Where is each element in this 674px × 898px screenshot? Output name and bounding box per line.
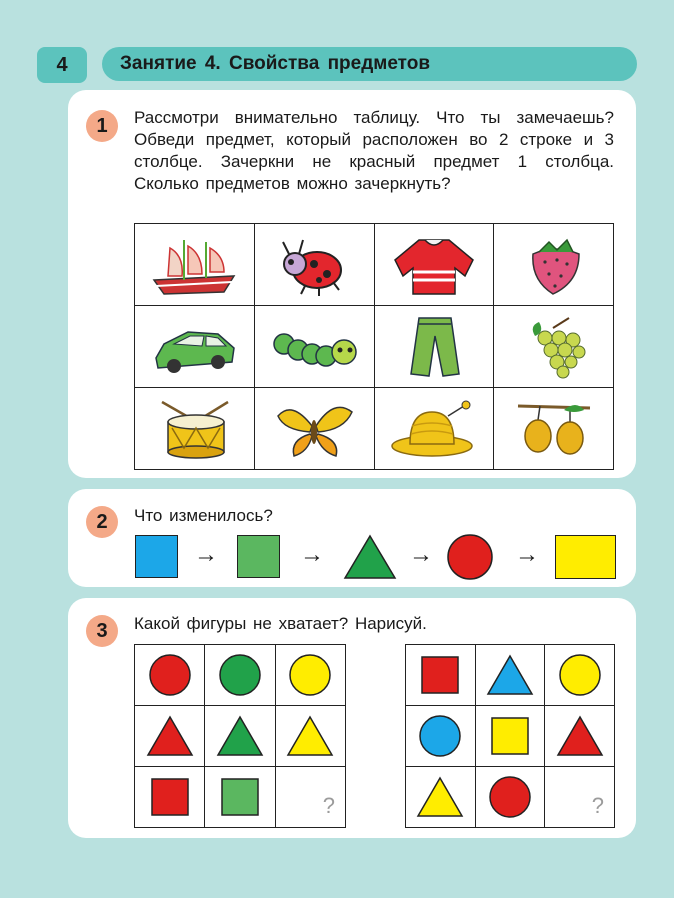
lesson-title: Занятие 4. Свойства предметов <box>102 47 637 81</box>
right-cell-1-2 <box>475 645 545 706</box>
green-circle <box>217 652 263 698</box>
yellow-square <box>490 716 530 756</box>
left-cell-2-3 <box>275 706 345 767</box>
cell-ship[interactable] <box>135 224 255 306</box>
right-cell-2-2 <box>475 706 545 767</box>
left-cell-1-3 <box>275 645 345 706</box>
cell-drum[interactable] <box>135 388 255 470</box>
left-cell-2-1 <box>135 706 205 767</box>
right-missing-cell[interactable] <box>545 767 615 828</box>
seq-red-circle <box>445 533 495 581</box>
seq-yellow-rectangle <box>555 535 616 579</box>
arrow-1: → <box>194 541 218 568</box>
task-2-text: Что изменилось? <box>134 506 273 525</box>
green-square <box>220 777 260 817</box>
cell-butterfly[interactable] <box>254 388 374 470</box>
plums-icon <box>504 396 604 462</box>
red-square <box>420 655 460 695</box>
red-circle <box>487 774 533 820</box>
right-cell-1-3 <box>545 645 615 706</box>
caterpillar-icon <box>264 314 364 380</box>
sweater-icon <box>389 232 479 298</box>
left-cell-1-1 <box>135 645 205 706</box>
seq-green-triangle <box>342 533 398 581</box>
ladybug-icon <box>269 232 359 298</box>
yellow-circle <box>557 652 603 698</box>
red-triangle <box>555 714 605 758</box>
butterfly-icon <box>264 396 364 462</box>
blue-triangle <box>485 653 535 697</box>
right-cell-3-2 <box>475 767 545 828</box>
grapes-icon <box>509 314 599 380</box>
red-triangle <box>145 714 195 758</box>
cell-strawberry[interactable] <box>494 224 614 306</box>
task-1-text: Рассмотри внимательно таблицу. Что ты замечаешь? Обведи предмет, который расположен во 2 строке и 3 столбце. Зачеркни не красный предмет 1 столбца. Сколько предметов можно зачеркнуть? <box>134 108 614 193</box>
question-mark: ? <box>322 793 335 818</box>
cell-trousers[interactable] <box>374 306 494 388</box>
hat-icon <box>384 396 484 462</box>
ship-icon <box>144 232 244 298</box>
right-cell-1-1 <box>406 645 476 706</box>
right-shape-grid <box>405 644 615 828</box>
left-cell-1-2 <box>205 645 275 706</box>
cell-ladybug[interactable] <box>254 224 374 306</box>
seq-blue-square <box>135 535 178 578</box>
seq-green-square <box>237 535 280 578</box>
cell-hat[interactable] <box>374 388 494 470</box>
task-3-text: Какой фигуры не хватает? Нарисуй. <box>134 614 427 633</box>
task-2-number: 2 <box>86 506 118 538</box>
yellow-triangle <box>285 714 335 758</box>
left-missing-cell[interactable] <box>275 767 345 828</box>
task-1-number: 1 <box>86 110 118 142</box>
cell-car[interactable] <box>135 306 255 388</box>
cell-sweater[interactable] <box>374 224 494 306</box>
question-mark: ? <box>591 793 604 818</box>
red-circle <box>147 652 193 698</box>
left-cell-3-2 <box>205 767 275 828</box>
strawberry-icon <box>509 232 599 298</box>
cell-plums[interactable] <box>494 388 614 470</box>
left-cell-2-2 <box>205 706 275 767</box>
left-shape-grid <box>134 644 346 828</box>
right-cell-2-3 <box>545 706 615 767</box>
drum-icon <box>144 396 244 462</box>
yellow-triangle <box>415 775 465 819</box>
trousers-icon <box>389 314 479 380</box>
car-icon <box>144 314 244 380</box>
green-triangle <box>215 714 265 758</box>
right-cell-2-1 <box>406 706 476 767</box>
cell-caterpillar[interactable] <box>254 306 374 388</box>
red-square <box>150 777 190 817</box>
arrow-3: → <box>409 541 433 568</box>
picture-table <box>134 223 614 470</box>
right-cell-3-1 <box>406 767 476 828</box>
blue-circle <box>417 713 463 759</box>
arrow-2: → <box>300 541 324 568</box>
left-cell-3-1 <box>135 767 205 828</box>
yellow-circle <box>287 652 333 698</box>
shape-sequence <box>134 533 616 581</box>
arrow-4: → <box>515 541 539 568</box>
cell-grapes[interactable] <box>494 306 614 388</box>
task-3-number: 3 <box>86 615 118 647</box>
page-number: 4 <box>37 47 87 83</box>
